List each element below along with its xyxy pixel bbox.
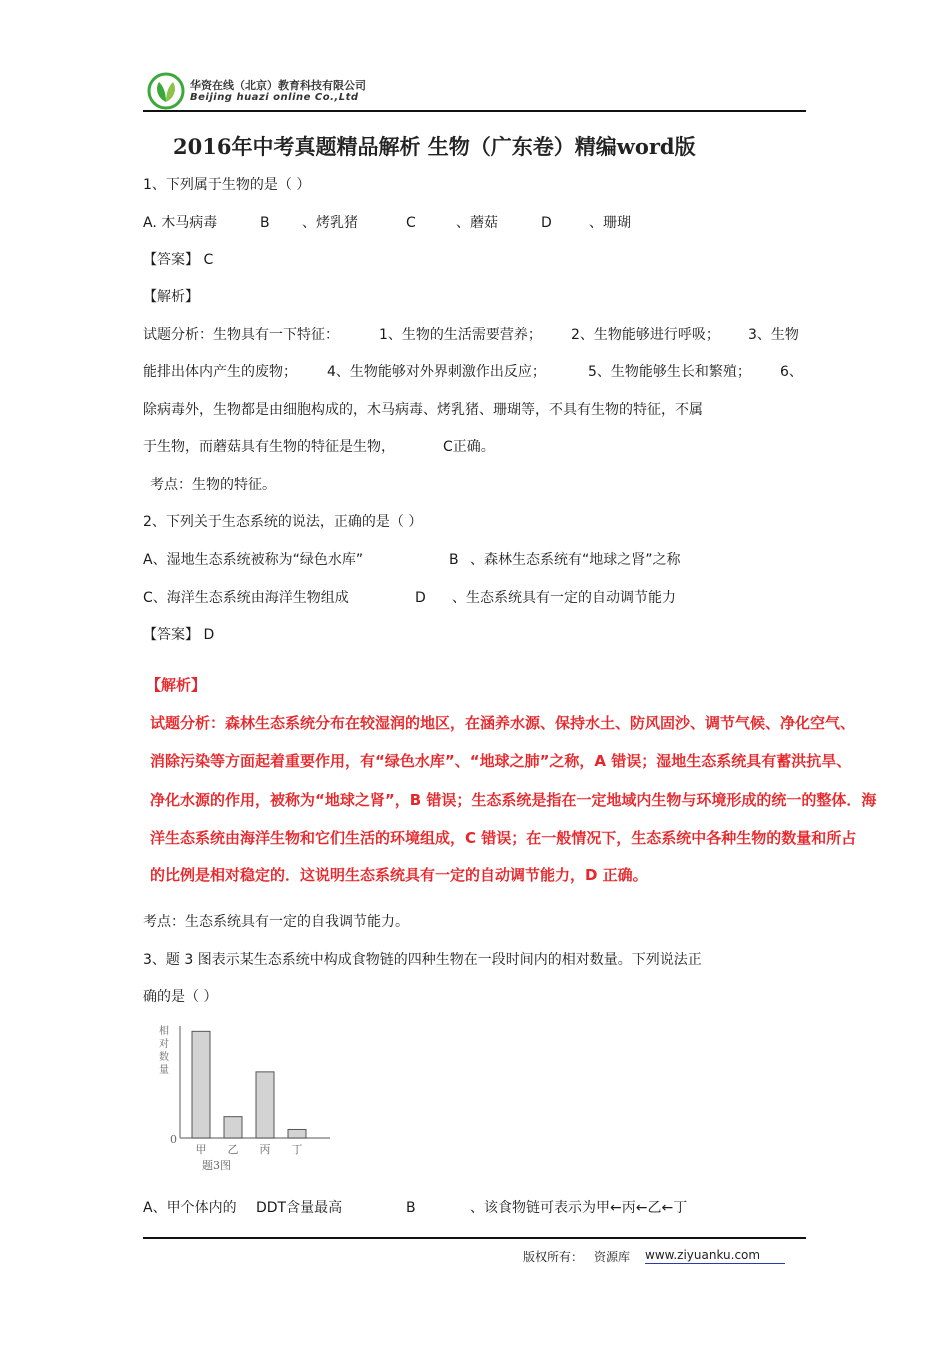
company-name-cn: 华资在线（北京）教育科技有限公司 [190, 79, 366, 92]
q1-analysis-line4a: 于生物，而蘑菇具有生物的特征是生物， [143, 439, 395, 455]
footer-rule [143, 1237, 806, 1239]
company-name-en: Beijing huazi online Co.,Ltd [190, 92, 359, 103]
q2-analysis-line5: 的比例是相对稳定的．这说明生态系统具有一定的自动调节能力，D 正确。 [150, 866, 648, 884]
q2-analysis-line1: 试题分析：森林生态系统分布在较湿润的地区，在涵养水源、保持水土、防风固沙、调节气候、净化空气、 [150, 714, 856, 732]
q1-option-d: 、珊瑚 [589, 215, 631, 231]
q3-option-a: A、甲个体内的 [143, 1200, 237, 1216]
q3-figure [150, 1020, 340, 1180]
x-tick-label: 乙 [227, 1143, 239, 1156]
q1-option-a: A. 木马病毒 [143, 215, 218, 231]
q2-analysis-line4: 洋生态系统由海洋生物和它们生活的环境组成，C 错误；在一般情况下，生态系统中各种生物的数量和所占 [150, 829, 857, 847]
q3-option-b-letter: B [406, 1200, 416, 1216]
q1-analysis-line1d: 3、生物 [748, 327, 799, 343]
header-rule [143, 110, 806, 112]
q1-answer: 【答案】 C [143, 252, 214, 268]
q2-option-c: C、海洋生态系统由海洋生物组成 [143, 590, 349, 606]
q1-analysis-line2c: 5、生物能够生长和繁殖； [588, 364, 751, 380]
y-label-char: 数 [159, 1052, 169, 1063]
q1-analysis-line2a: 能排出体内产生的废物； [143, 364, 297, 380]
x-tick-label: 丙 [259, 1143, 271, 1156]
q1-option-b-letter: B [260, 215, 270, 231]
q1-option-b: 、烤乳猪 [302, 215, 358, 231]
q2-option-b: 、森林生态系统有“地球之肾”之称 [470, 552, 681, 568]
y-label-char: 量 [159, 1065, 169, 1076]
y-axis-label [159, 1024, 169, 1076]
q1-analysis-line3: 除病毒外，生物都是由细胞构成的，木马病毒、烤乳猪、珊瑚等，不具有生物的特征，不属 [143, 402, 703, 418]
q1-analysis-line2b: 4、生物能够对外界刺激作出反应； [327, 364, 546, 380]
x-tick-label: 丁 [291, 1143, 303, 1156]
q1-analysis-line2d: 6、 [780, 364, 803, 380]
q2-answer: 【答案】 D [143, 627, 215, 643]
q2-option-d: 、生态系统具有一定的自动调节能力 [452, 590, 676, 606]
bar-丁 [288, 1129, 306, 1138]
q1-analysis-line1b: 1、生物的生活需要营养； [379, 327, 542, 343]
q1-analysis-heading: 【解析】 [143, 289, 199, 305]
q1-analysis-line1a: 试题分析：生物具有一下特征： [143, 327, 339, 343]
q1-option-c: 、蘑菇 [456, 215, 498, 231]
bar-chart [150, 1020, 340, 1180]
q2-knowledge-point: 考点：生态系统具有一定的自我调节能力。 [143, 914, 409, 930]
bar-丙 [256, 1072, 274, 1138]
footer-copyright: 版权所有： [523, 1250, 584, 1264]
q2-analysis-heading: 【解析】 [146, 676, 207, 694]
q2-option-a: A、湿地生态系统被称为“绿色水库” [143, 552, 364, 568]
q3-option-b: 、该食物链可表示为甲←丙←乙←丁 [470, 1200, 688, 1216]
page-title: 2016年中考真题精品解析 生物（广东卷）精编word版 [173, 134, 696, 159]
origin-label: 0 [170, 1133, 177, 1146]
q1-option-c-letter: C [406, 215, 416, 231]
figure-caption: 题3图 [202, 1159, 231, 1172]
q1-stem: 1、下列属于生物的是（ ） [143, 177, 311, 193]
q1-knowledge-point: 考点：生物的特征。 [150, 477, 276, 493]
q2-option-b-letter: B [449, 552, 459, 568]
footer-url-link[interactable]: www.ziyuanku.com [645, 1248, 785, 1264]
q3-stem-line1: 3、题 3 图表示某生态系统中构成食物链的四种生物在一段时间内的相对数量。下列说法正 [143, 952, 702, 968]
company-logo-icon [147, 72, 185, 110]
q1-analysis-line1c: 2、生物能够进行呼吸； [571, 327, 720, 343]
q1-analysis-line4b: C正确。 [443, 439, 495, 455]
bar-甲 [192, 1031, 210, 1138]
bar-乙 [224, 1117, 242, 1138]
y-label-char: 相 [159, 1026, 169, 1037]
q3-stem-line2: 确的是（ ） [143, 989, 218, 1005]
q2-analysis-line3: 净化水源的作用，被称为“地球之肾”，B 错误；生态系统是指在一定地域内生物与环境形成的统一的整体．海 [150, 791, 877, 809]
x-tick-label: 甲 [195, 1143, 207, 1156]
q3-option-a-cont: DDT含量最高 [256, 1200, 343, 1216]
y-label-char: 对 [159, 1039, 169, 1050]
q1-option-d-letter: D [541, 215, 552, 231]
q2-analysis-line2: 消除污染等方面起着重要作用，有“绿色水库”、“地球之肺”之称，A 错误；湿地生态系统具有蓄洪抗旱、 [150, 752, 852, 770]
footer-site-name: 资源库 [594, 1250, 631, 1264]
q2-stem: 2、下列关于生态系统的说法，正确的是（ ） [143, 514, 423, 530]
q2-option-d-letter: D [415, 590, 426, 606]
